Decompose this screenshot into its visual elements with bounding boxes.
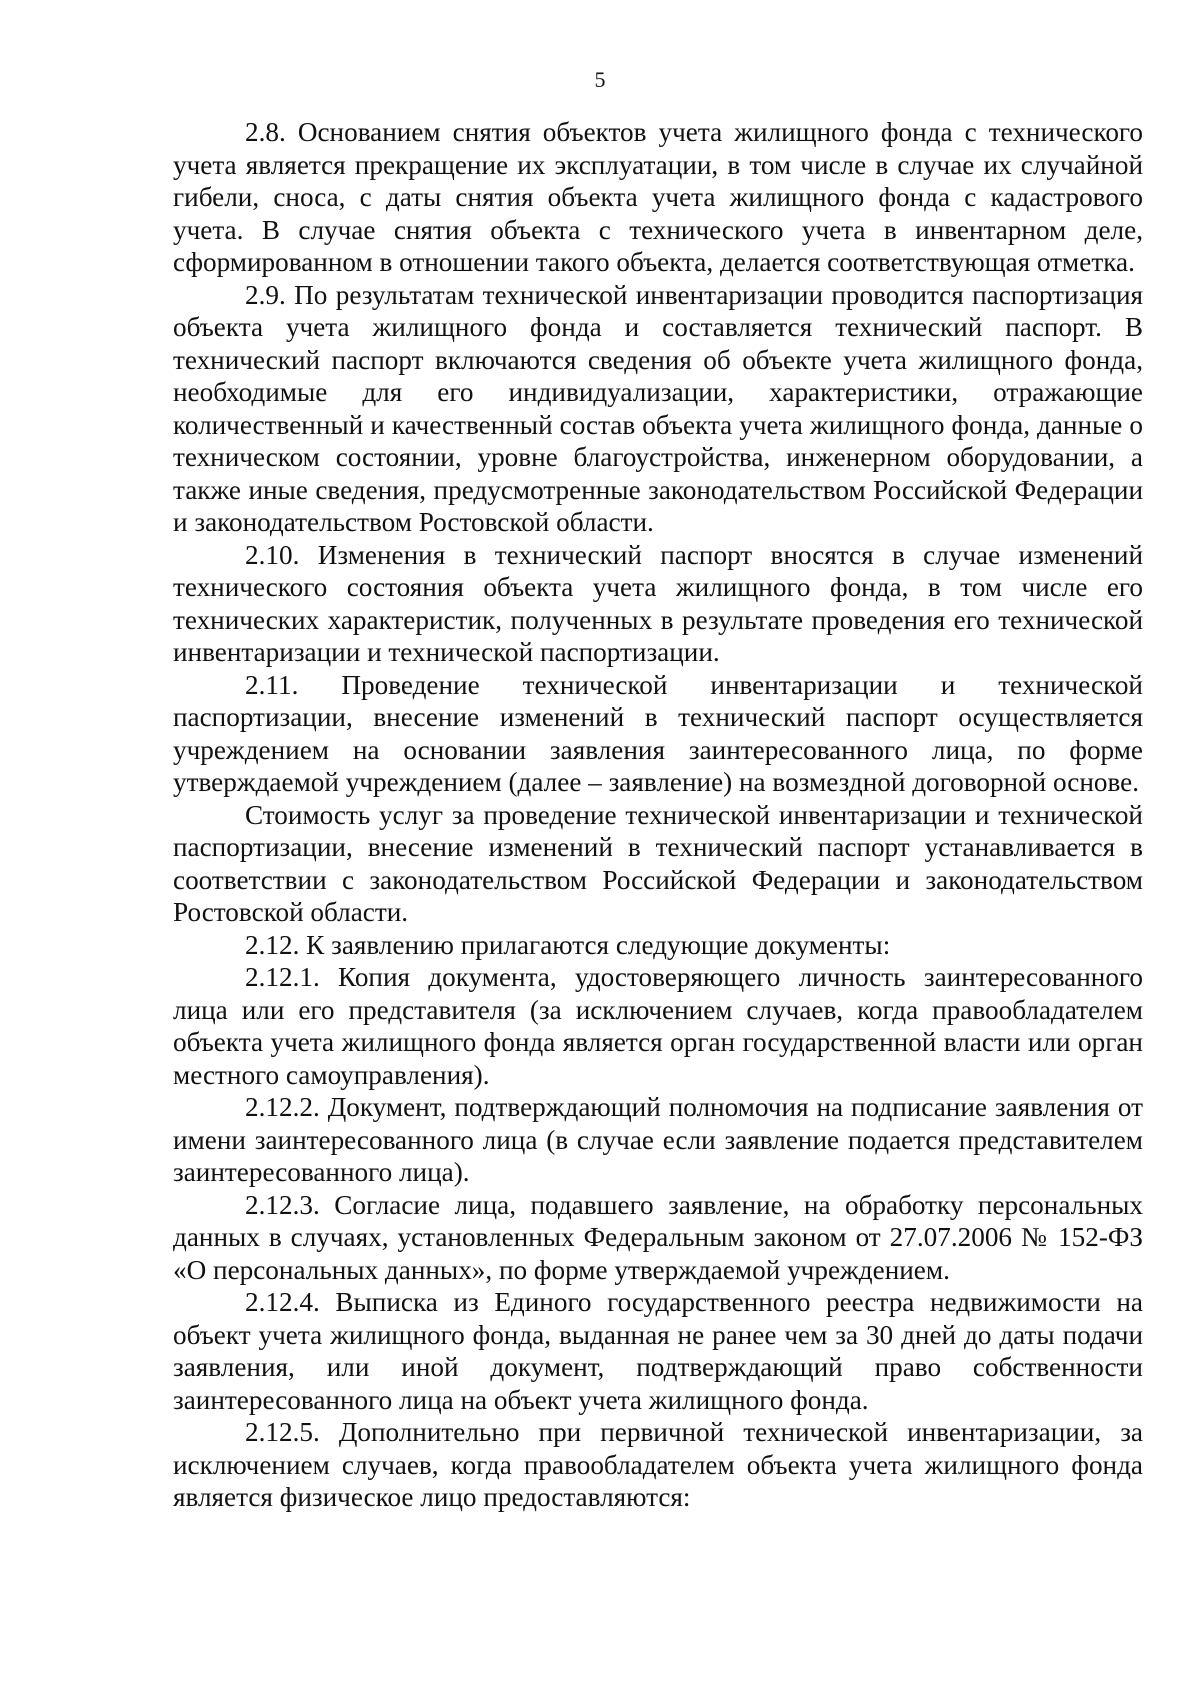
paragraph-2-9: 2.9. По результатам технической инвентаризации проводится паспортизация объекта учета жилищного фонда и составляется технический паспорт. В технический паспорт включаются сведения об объекте учета жилищного фонда, необходимые для его индивидуализации, характеристики, отражающие количественный и качественный состав объекта учета жилищного фонда, данные о техническом состоянии, уровне благоустройства, инженерном оборудовании, а также иные сведения, предусмотренные законодательством Российской Федерации и законодательством Ростовской области. [173, 279, 1143, 537]
paragraph-2-8: 2.8. Основанием снятия объектов учета жилищного фонда с технического учета является прекращение их эксплуатации, в том числе в случае их случайной гибели, сноса, с даты снятия объекта учета жилищного фонда с кадастрового учета. В случае снятия объекта с технического учета в инвентарном деле, сформированном в отношении такого объекта, делается соответствующая отметка. [173, 117, 1143, 277]
paragraph-2-12: 2.12. К заявлению прилагаются следующие документы: [245, 929, 891, 960]
paragraph-2-10: 2.10. Изменения в технический паспорт вносятся в случае изменений технического состояния объекта учета жилищного фонда, в том числе его технических характеристик, полученных в результате проведения его технической инвентаризации и технической паспортизации. [173, 539, 1143, 667]
page-number: 5 [594, 67, 606, 92]
paragraph-2-12-3: 2.12.3. Согласие лица, подавшего заявление, на обработку персональных данных в случаях, установленных Федеральным законом от 27.07.2006 № 152-ФЗ «О персональных данных», по форме утверждаемой учреждением. [173, 1189, 1143, 1285]
paragraph-2-12-4: 2.12.4. Выписка из Единого государственного реестра недвижимости на объект учета жилищного фонда, выданная не ранее чем за 30 дней до даты подачи заявления, или иной документ, подтверждающий право собственности заинтересованного лица на объект учета жилищного фонда. [173, 1287, 1143, 1415]
paragraph-2-12-2: 2.12.2. Документ, подтверждающий полномочия на подписание заявления от имени заинтересованного лица (в случае если заявление подается представителем заинтересованного лица). [173, 1092, 1143, 1187]
document-body [173, 116, 1143, 1514]
paragraph-2-12-5: 2.12.5. Дополнительно при первичной технической инвентаризации, за исключением случаев, когда правообладателем объекта учета жилищного фонда является физическое лицо предоставляются: [173, 1417, 1143, 1512]
paragraph-2-12-1: 2.12.1. Копия документа, удостоверяющего личность заинтересованного лица или его представителя (за исключением случаев, когда правообладателем объекта учета жилищного фонда является орган государственной власти или орган местного самоуправления). [173, 962, 1143, 1090]
paragraph-2-11: 2.11. Проведение технической инвентаризации и технической паспортизации, внесение изменений в технический паспорт осуществляется учреждением на основании заявления заинтересованного лица, по форме утверждаемой учреждением (далее – заявление) на возмездной договорной основе. [173, 669, 1143, 797]
paragraph-cost: Стоимость услуг за проведение технической инвентаризации и технической паспортизации, внесение изменений в технический паспорт устанавливается в соответствии с законодательством Российской Федерации и законодательством Ростовской области. [173, 799, 1143, 927]
